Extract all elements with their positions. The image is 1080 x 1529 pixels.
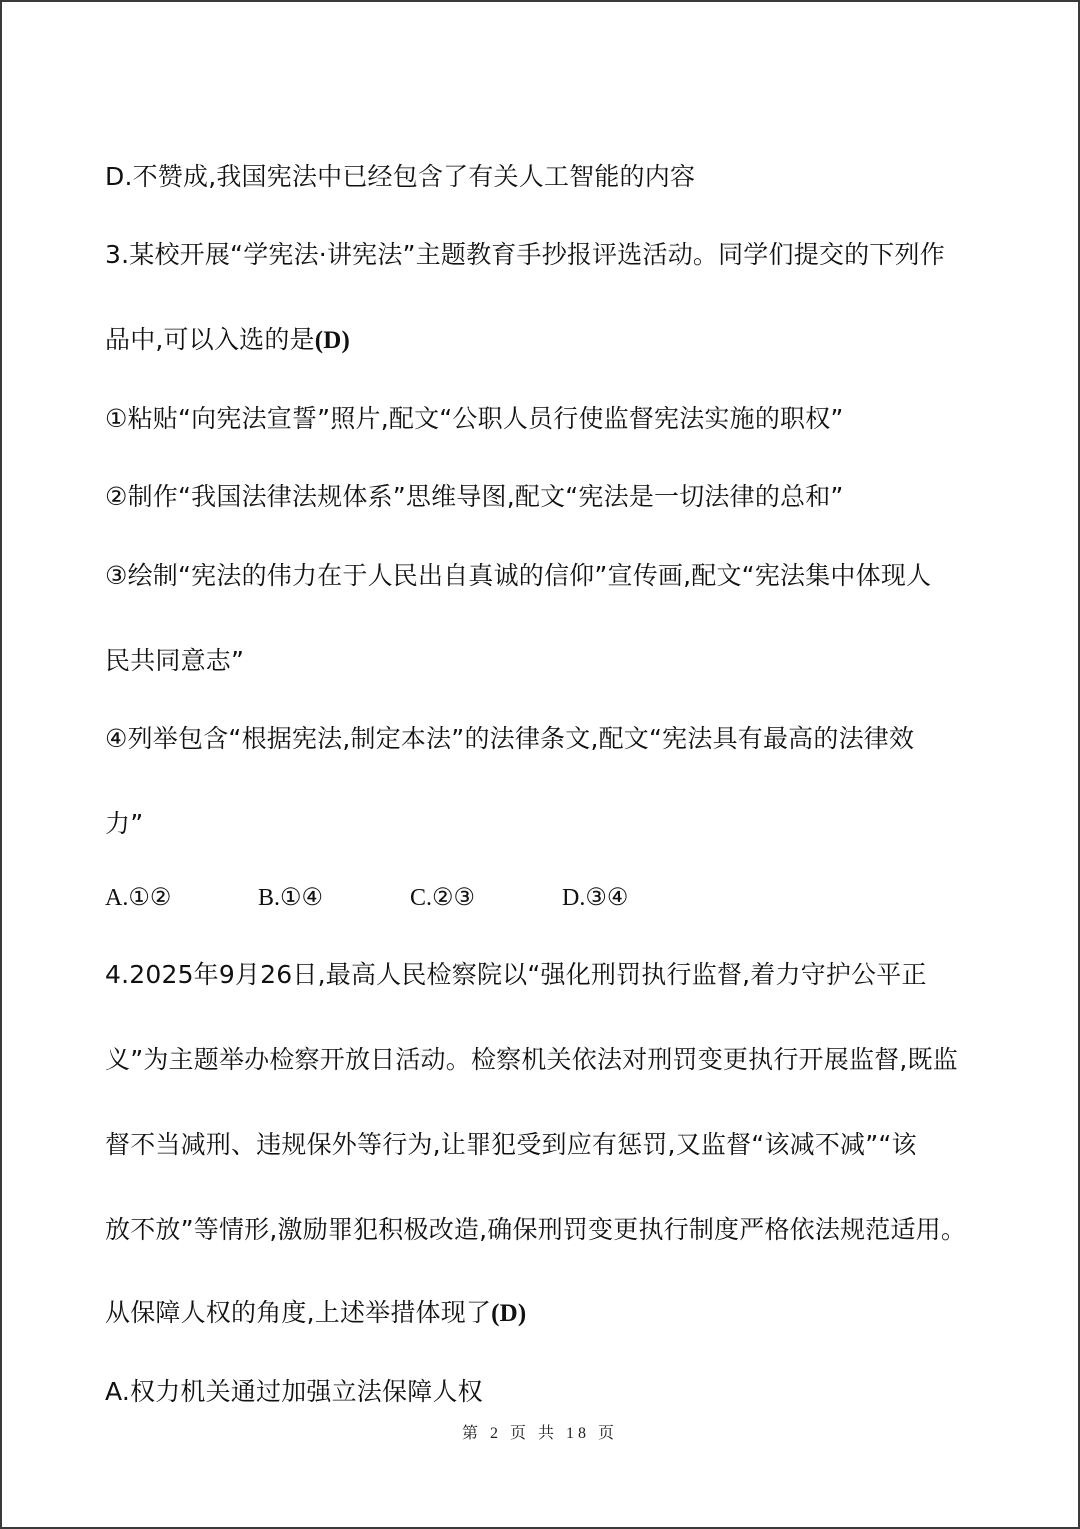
q2-option-d: D.不赞成,我国宪法中已经包含了有关人工智能的内容 xyxy=(105,162,696,191)
q3-statement-3-line-1: ③绘制“宪法的伟力在于人民出自真诚的信仰”宣传画,配文“宪法集中体现人 xyxy=(105,561,932,590)
page-footer: 第 2 页 共 18 页 xyxy=(461,1425,618,1442)
q3-statement-4-line-1: ④列举包含“根据宪法,制定本法”的法律条文,配文“宪法具有最高的法律效 xyxy=(105,724,915,753)
q4-stem-line-2: 义”为主题举办检察开放日活动。检察机关依法对刑罚变更执行开展监督,既监 xyxy=(105,1045,958,1074)
q3-choice-c: C.②③ xyxy=(410,885,476,911)
q3-statement-1: ①粘贴“向宪法宣誓”照片,配文“公职人员行使监督宪法实施的职权” xyxy=(105,404,844,433)
q4-stem-line-3: 督不当减刑、违规保外等行为,让罪犯受到应有惩罚,又监督“该减不减”“该 xyxy=(105,1130,917,1159)
q3-statement-2: ②制作“我国法律法规体系”思维导图,配文“宪法是一切法律的总和” xyxy=(105,482,844,511)
q3-choice-a: A.①② xyxy=(105,885,172,911)
q3-choice-d: D.③④ xyxy=(562,885,629,911)
q3-choice-b: B.①④ xyxy=(258,885,324,911)
q4-answer: (D) xyxy=(491,1300,527,1327)
q4-option-a: A.权力机关通过加强立法保障人权 xyxy=(105,1377,483,1406)
q3-statement-4-line-2: 力” xyxy=(105,809,144,838)
q4-stem-line-4: 放不放”等情形,激励罪犯积极改造,确保刑罚变更执行制度严格依法规范适用。 xyxy=(105,1215,967,1244)
q3-stem-text: 品中,可以入选的是 xyxy=(105,325,315,354)
q4-stem-text: 从保障人权的角度,上述举措体现了 xyxy=(105,1298,492,1327)
q3-answer: (D) xyxy=(314,327,351,354)
q4-stem-line-5 xyxy=(105,1296,526,1331)
q3-stem-line-2 xyxy=(105,323,350,358)
q3-statement-3-line-2: 民共同意志” xyxy=(105,646,245,675)
q3-stem-line-1: 3.某校开展“学宪法·讲宪法”主题教育手抄报评选活动。同学们提交的下列作 xyxy=(105,240,945,269)
q4-stem-line-1: 4.2025年9月26日,最高人民检察院以“强化刑罚执行监督,着力守护公平正 xyxy=(105,960,927,989)
